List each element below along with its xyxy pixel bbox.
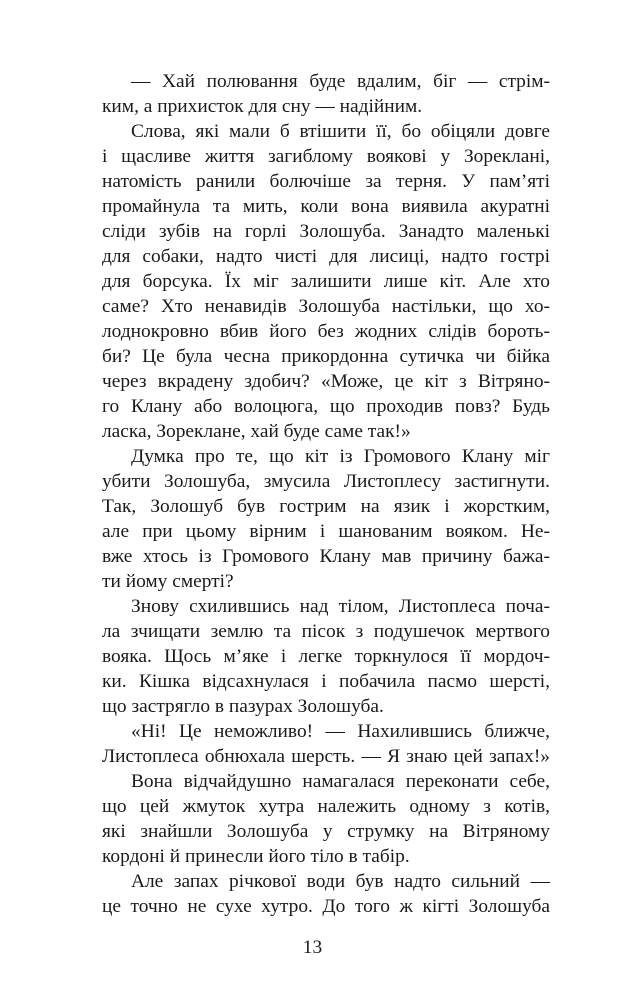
text-line: які знайшли Золошуба у струмку на Вітряному (102, 821, 550, 842)
text-line: би? Це була чесна прикордонна сутичка чи бійка (102, 346, 550, 367)
text-line: Так, Золошуб був гострим на язик і жорстким, (102, 496, 550, 517)
text-line: — Хай полювання буде вдалим, біг — стрім- (131, 71, 550, 92)
text-line: кордоні й принесли його тіло в табір. (102, 846, 410, 867)
text-line: Вона відчайдушно намагалася переконати себе, (131, 771, 550, 792)
text-line: ти йому смерті? (102, 571, 234, 592)
text-line: і щасливе життя загиблому воякові у Зореклані, (102, 146, 550, 167)
text-line: але при цьому вірним і шанованим вояком. Не- (102, 521, 550, 542)
text-line: ким, а прихисток для сну — надійним. (102, 96, 423, 117)
text-line: «Ні! Це неможливо! — Нахилившись ближче, (131, 721, 550, 742)
text-line: Знову схилившись над тілом, Листоплеса поча- (131, 596, 550, 617)
text-line: для собаки, надто чисті для лисиці, надто гострі (102, 246, 550, 267)
text-line: убити Золошуба, змусила Листоплесу застигнути. (102, 471, 550, 492)
text-line: го Клану або волоцюга, що проходив повз? Будь (102, 396, 550, 417)
text-line: що цей жмуток хутра належить одному з котів, (102, 796, 550, 817)
text-line: Але запах річкової води був надто сильний — (131, 871, 550, 892)
text-line: лоднокровно вбив його без жодних слідів бороть- (102, 321, 550, 342)
text-line: вояка. Щось м’яке і легке торкнулося її мордоч- (102, 646, 550, 667)
text-line: що застрягло в пазурах Золошуба. (102, 696, 384, 717)
text-line: промайнула та мить, коли вона виявила акуратні (102, 196, 550, 217)
text-line: натомість ранили болючіше за терня. У пам’яті (102, 171, 550, 192)
text-line: сліди зубів на горлі Золошуба. Занадто маленькі (102, 221, 550, 242)
text-line: ласка, Зореклане, хай буде саме так!» (102, 421, 411, 442)
text-line: саме? Хто ненавидів Золошуба настільки, що хо- (102, 296, 550, 317)
text-line: через вкрадену здобич? «Може, це кіт з Вітряно- (102, 371, 550, 392)
text-line: це точно не сухе хутро. До того ж кігті Золошуба (102, 896, 550, 917)
text-line: для борсука. Їх міг залишити лише кіт. Але хто (102, 271, 550, 292)
page-body-text (102, 69, 550, 919)
text-line: ла зчищати землю та пісок з подушечок мертвого (102, 621, 550, 642)
text-line: Думка про те, що кіт із Громового Клану міг (131, 446, 550, 467)
text-line: вже хтось із Громового Клану мав причину бажа- (102, 546, 550, 567)
text-line: Листоплеса обнюхала шерсть. — Я знаю цей запах!» (102, 746, 550, 767)
text-line: ки. Кішка відсахнулася і побачила пасмо шерсті, (102, 671, 550, 692)
page-number: 13 (302, 937, 323, 958)
text-line: Слова, які мали б втішити її, бо обіцяли довге (131, 121, 550, 142)
